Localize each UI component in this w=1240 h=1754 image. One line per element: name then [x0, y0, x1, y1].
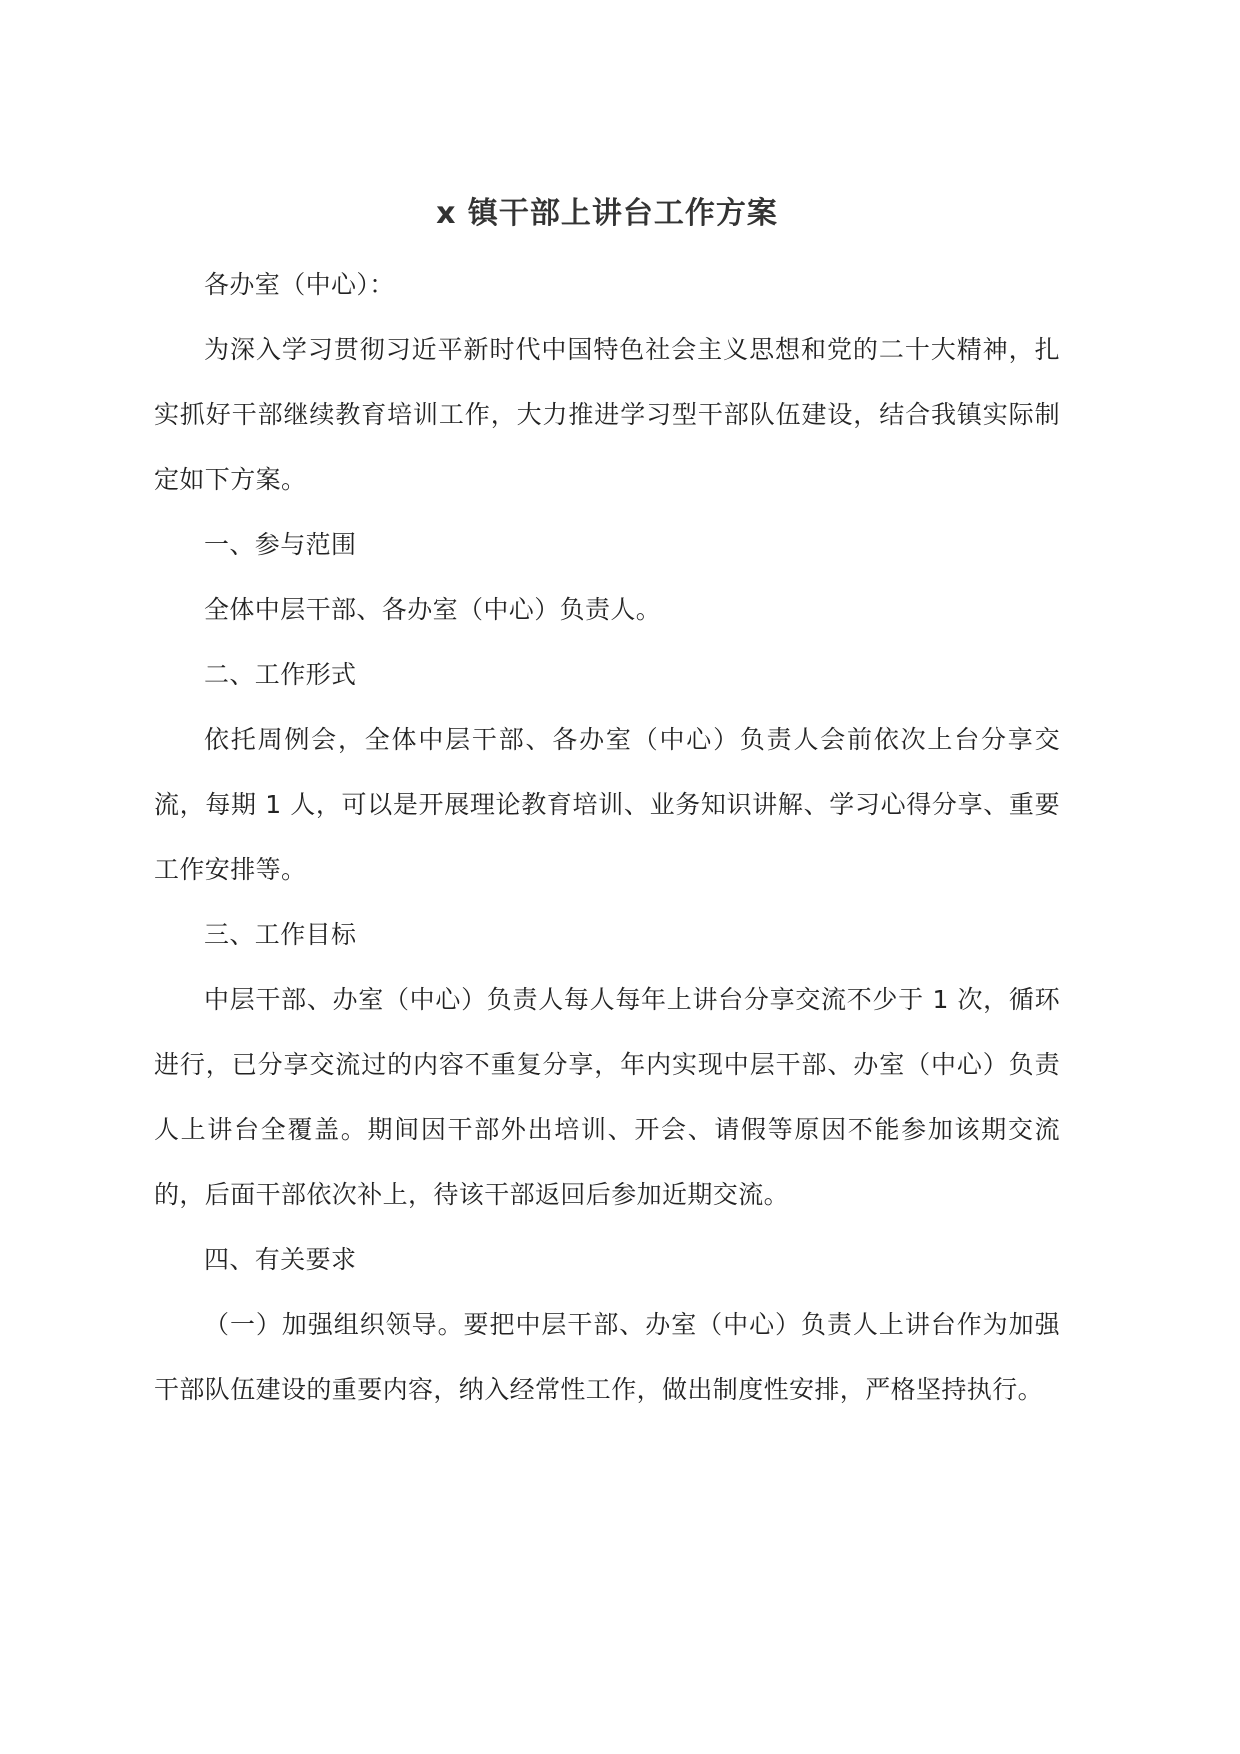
salutation: 各办室（中心）： — [204, 270, 395, 299]
section-heading-scope: 一、参与范围 — [204, 530, 357, 559]
section-heading-form: 二、工作形式 — [204, 660, 357, 689]
section-heading-requirements: 四、有关要求 — [204, 1245, 357, 1274]
section-body-scope: 全体中层干部、各办室（中心）负责人。 — [204, 595, 662, 624]
section-body-goal: 中层干部、办室（中心）负责人每人每年上讲台分享交流不少于 1 次，循环进行，已分享交流过的内容不重复分享，年内实现中层干部、办室（中心）负责人上讲台全覆盖。期间因干部外出培训、开会、请假等原因不能参加该期交流的，后面干部依次补上，待该干部返回后参加近期交流。 — [154, 985, 1060, 1209]
document-title: x 镇干部上讲台工作方案 — [436, 196, 778, 231]
intro-paragraph: 为深入学习贯彻习近平新时代中国特色社会主义思想和党的二十大精神，扎实抓好干部继续教育培训工作，大力推进学习型干部队伍建设，结合我镇实际制定如下方案。 — [154, 335, 1060, 494]
section-body-form: 依托周例会，全体中层干部、各办室（中心）负责人会前依次上台分享交流，每期 1 人，可以是开展理论教育培训、业务知识讲解、学习心得分享、重要工作安排等。 — [154, 725, 1060, 884]
section-heading-goal: 三、工作目标 — [204, 920, 357, 949]
requirements-item-1: （一）加强组织领导。要把中层干部、办室（中心）负责人上讲台作为加强干部队伍建设的重要内容，纳入经常性工作，做出制度性安排，严格坚持执行。 — [154, 1310, 1060, 1404]
document-body — [154, 188, 1060, 1422]
